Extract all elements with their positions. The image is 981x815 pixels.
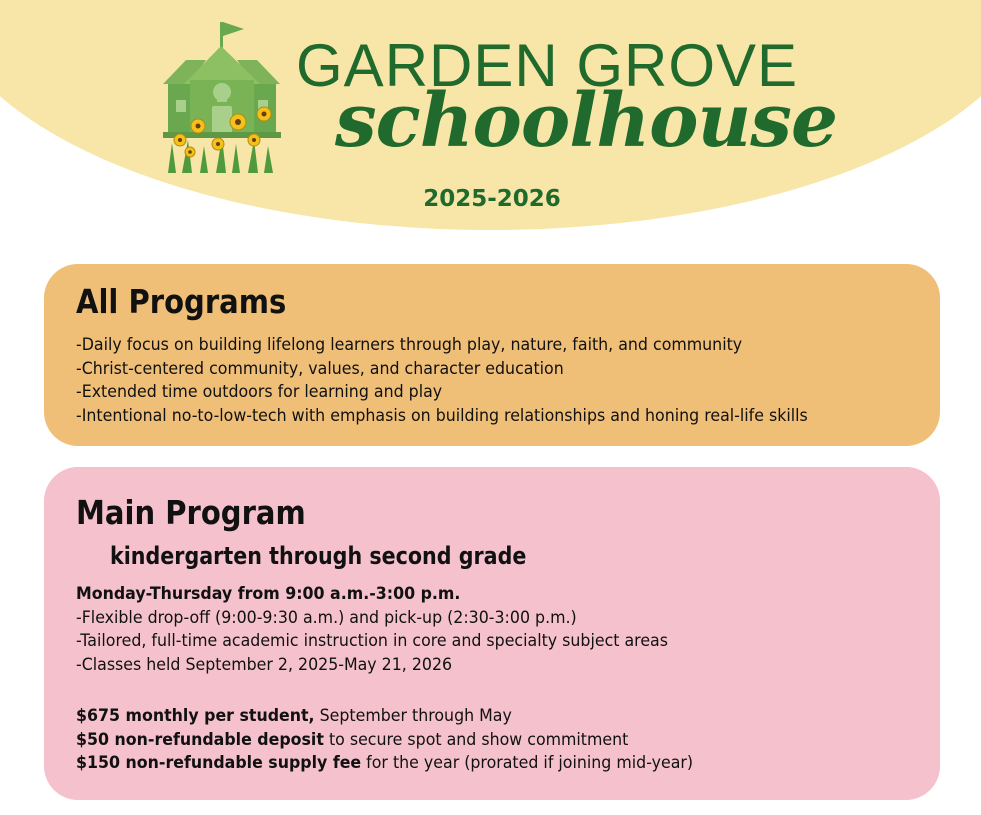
main-program-card [44,467,940,800]
list-item: -Classes held September 2, 2025-May 21, 2026 [76,654,453,675]
grade-range-subheading: kindergarten through second grade [110,542,527,570]
school-year: 2025-2026 [423,186,561,212]
list-item: -Extended time outdoors for learning and play [76,382,443,402]
fee-supply [76,752,693,776]
schedule-line: Monday-Thursday from 9:00 a.m.-3:00 p.m. [76,584,461,604]
all-programs-card [44,264,940,446]
fee-note: to secure spot and show commitment [323,729,629,750]
all-programs-heading: All Programs [76,282,287,321]
main-program-heading: Main Program [76,493,306,532]
fee-amount: $675 monthly per student, [76,706,315,726]
fee-list [76,705,740,776]
fee-note: September through May [314,706,512,726]
schoolhouse-logo-icon [160,18,285,173]
title-garden-grove: GARDEN GROVE [296,32,799,99]
list-item: -Intentional no-to-low-tech with emphasis on building relationships and honing real-life skills [76,405,808,426]
list-item: -Tailored, full-time academic instruction in core and specialty subject areas [76,631,668,651]
fee-amount: $50 non-refundable deposit [76,729,324,750]
list-item: -Daily focus on building lifelong learners through play, nature, faith, and community [76,335,743,355]
fee-deposit [76,729,693,753]
fee-monthly [76,705,693,729]
fee-note: for the year (prorated if joining mid-year) [361,753,694,773]
all-programs-list [76,334,863,428]
fee-amount: $150 non-refundable supply fee [76,753,362,773]
main-program-details [76,583,713,677]
title-schoolhouse: schoolhouse [335,78,838,164]
list-item: -Flexible drop-off (9:00-9:30 a.m.) and pick-up (2:30-3:00 p.m.) [76,607,577,628]
list-item: -Christ-centered community, values, and character education [76,358,564,379]
